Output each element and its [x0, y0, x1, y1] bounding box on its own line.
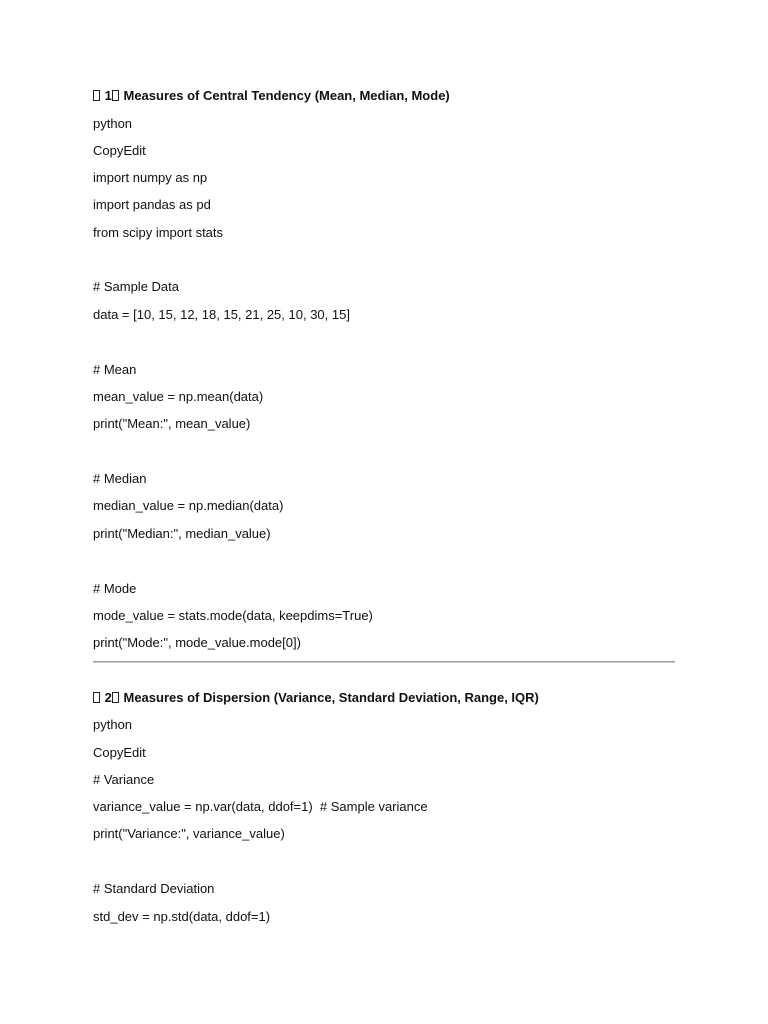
missing-glyph-icon	[93, 90, 100, 101]
code-line: python	[93, 116, 133, 131]
code-line: data = [10, 15, 12, 18, 15, 21, 25, 10, 30, 15]	[93, 307, 350, 322]
code-comment: # Median	[93, 471, 147, 486]
code-line: CopyEdit	[93, 745, 146, 760]
code-line: std_dev = np.std(data, ddof=1)	[93, 909, 271, 924]
section-1-heading	[93, 88, 450, 104]
code-line: print("Variance:", variance_value)	[93, 826, 285, 841]
code-comment: # Sample Data	[93, 279, 179, 294]
code-line: import pandas as pd	[93, 197, 211, 212]
code-line: print("Mean:", mean_value)	[93, 416, 251, 431]
section-2-heading	[93, 690, 539, 706]
missing-glyph-icon	[93, 692, 100, 703]
code-line: from scipy import stats	[93, 225, 224, 240]
code-line: python	[93, 717, 133, 732]
missing-glyph-icon	[112, 692, 119, 703]
section-1-title: Measures of Central Tendency (Mean, Median, Mode)	[123, 88, 450, 103]
code-line: print("Mode:", mode_value.mode[0])	[93, 635, 301, 650]
section-1-number: 1	[104, 88, 112, 103]
code-line: variance_value = np.var(data, ddof=1) # Sample variance	[93, 799, 428, 814]
code-comment: # Mean	[93, 362, 137, 377]
section-2-number: 2	[104, 690, 112, 705]
code-line: CopyEdit	[93, 143, 146, 158]
missing-glyph-icon	[112, 90, 119, 101]
code-line: median_value = np.median(data)	[93, 498, 284, 513]
code-line: mean_value = np.mean(data)	[93, 389, 264, 404]
code-comment: # Mode	[93, 581, 137, 596]
horizontal-divider	[93, 661, 675, 663]
code-comment: # Variance	[93, 772, 155, 787]
code-line: mode_value = stats.mode(data, keepdims=True)	[93, 608, 373, 623]
code-comment: # Standard Deviation	[93, 881, 215, 896]
code-line: import numpy as np	[93, 170, 208, 185]
code-line: print("Median:", median_value)	[93, 526, 271, 541]
section-2-title: Measures of Dispersion (Variance, Standard Deviation, Range, IQR)	[123, 690, 539, 705]
